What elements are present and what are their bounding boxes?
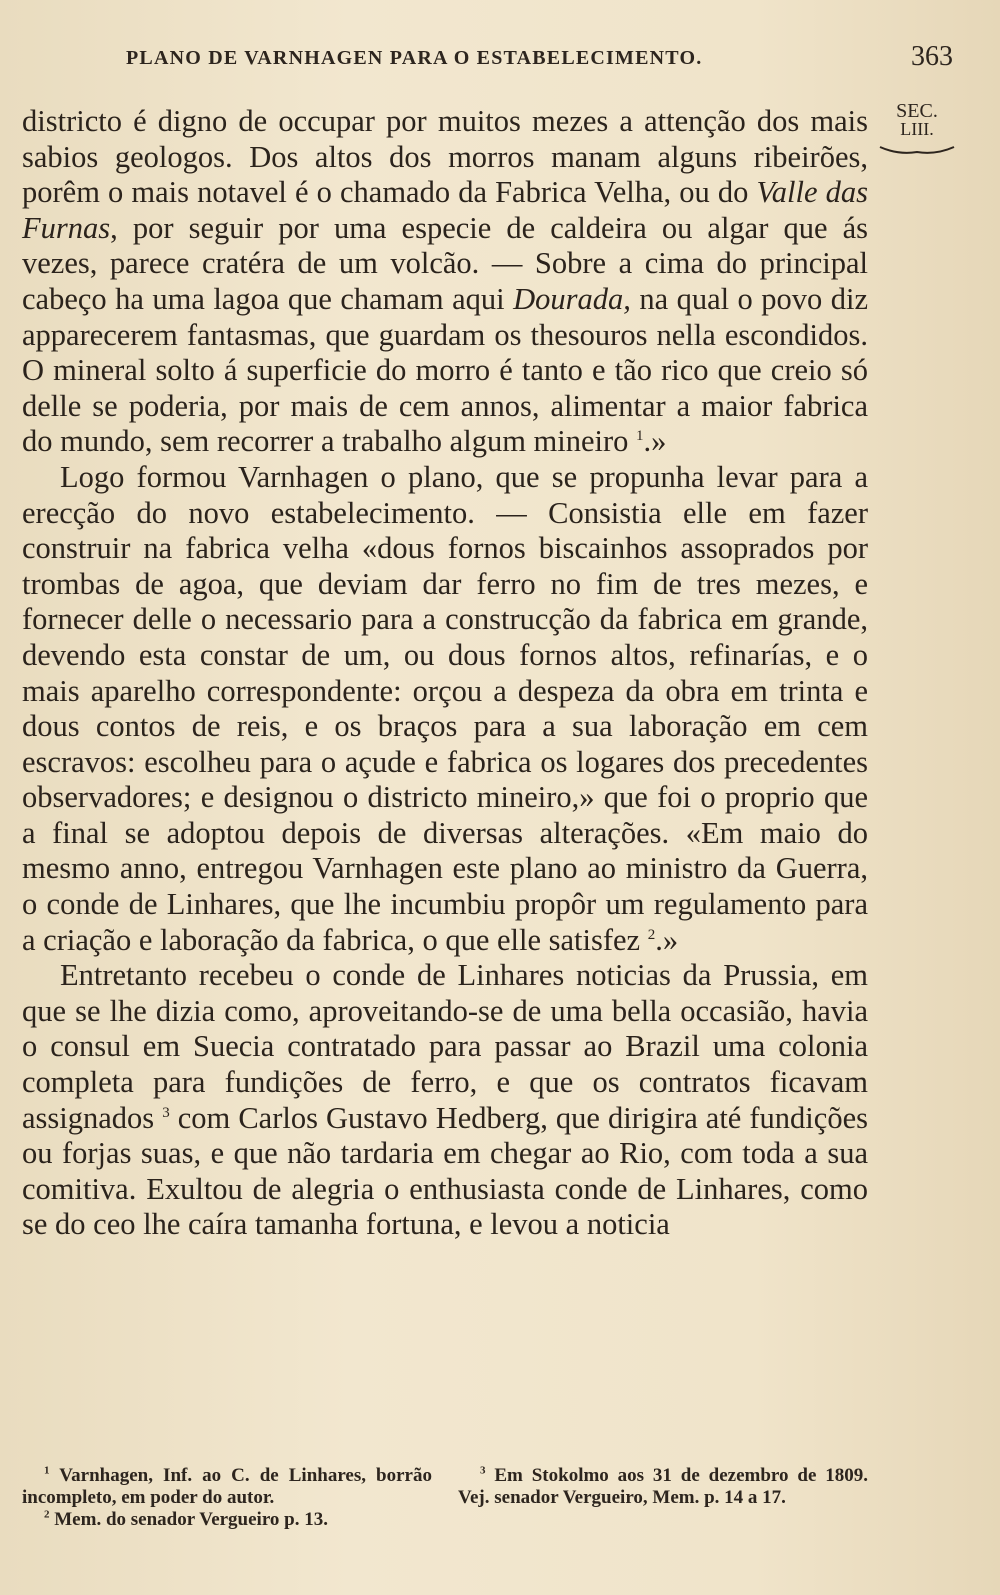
- paragraph-3: Entretanto recebeu o conde de Linhares noticias da Prussia, em que se lhe dizia como, aproveitando-se de uma bella occasião, havia o consul em Suecia contratado para passar ao Brazil uma colonia completa para fundições de ferro, e que os contratos ficavam assignados $^3$ com Carlos Gustavo Hedberg, que dirigira até fundições ou forjas suas, e que não tardaria em chegar ao Rio, com toda a sua comitiva. Exultou de alegria o enthusiasta conde de Linhares, como se do ceo lhe caíra tamanha fortuna, e levou a noticia: [22, 958, 868, 1242]
- footnote-ref-3: 3: [162, 1104, 170, 1121]
- paragraph-2: Logo formou Varnhagen o plano, que se propunha levar para a erecção do novo estabelecimento. — Consistia elle em fazer construir na fabrica velha «dous fornos biscainhos assoprados por trombas de agoa, que deviam dar ferro no fim de tres mezes, e fornecer delle o necessario para a construcção da fabrica em grande, devendo esta constar de um, ou dous fornos altos, refinarías, e o mais aparelho correspondente: orçou a despeza da obra em trinta e dous contos de reis, e os braços para a sua laboração em cem escravos: escolheu para o açude e fabrica os logares dos precedentes observadores; e designou o districto mineiro,» que foi o proprio que a final se adoptou depois de diversas alterações. «Em maio do mesmo anno, entregou Varnhagen este plano ao ministro da Guerra, o conde de Linhares, que lhe incumbiu propôr um regulamento para a criação e laboração da fabrica, o que elle satisfez $^2$.»: [22, 459, 868, 957]
- section-label: SEC.: [896, 100, 938, 122]
- footnote-1: $^1$ Varnhagen, Inf. ao C. de Linhares, borrão incompleto, em poder do autor.: [22, 1464, 432, 1508]
- footnotes-right-column: [458, 1465, 868, 1531]
- italic-place-name: Valle das Furnas: [22, 175, 868, 245]
- section-marginal-note: [872, 102, 962, 156]
- section-number: LIII.: [900, 119, 934, 139]
- paragraph-1: districto é digno de occupar por muitos mezes a attenção dos mais sabios geologos. Dos altos dos morros manam alguns ribeirões, porêm o mais notavel é o chamado da Fabrica Velha, ou do Valle das Furnas, por seguir por uma especie de caldeira ou algar que ás vezes, parece cratéra de um volcão. — Sobre a cima do principal cabeço ha uma lagoa que chamam aqui Dourada, na qual o povo diz apparecerem fantasmas, que guardam os thesouros nella escondidos. O mineral solto á superficie do morro é tanto e tão rico que creio só delle se poderia, por mais de cem annos, alimentar a maior fabrica do mundo, sem recorrer a trabalho algum mineiro $^1$.»: [22, 104, 868, 459]
- page-number: 363: [911, 41, 953, 72]
- footnote-2: $^2$ Mem. do senador Vergueiro p. 13.: [44, 1508, 328, 1530]
- footnote-ref-1: 1: [636, 428, 644, 445]
- footnote-3: $^3$ Em Stokolmo aos 31 de dezembro de 1809. Vej. senador Vergueiro, Mem. p. 14 a 17.: [458, 1464, 868, 1508]
- footnotes: [22, 1465, 868, 1531]
- footnotes-left-column: [22, 1465, 432, 1531]
- brace-ornament-icon: [878, 144, 956, 156]
- main-text-column: [22, 104, 868, 1243]
- footnote-ref-2: 2: [647, 926, 656, 943]
- running-head: PLANO DE VARNHAGEN PARA O ESTABELECIMENTO.: [126, 47, 703, 69]
- italic-lake-name: Dourada,: [513, 281, 631, 316]
